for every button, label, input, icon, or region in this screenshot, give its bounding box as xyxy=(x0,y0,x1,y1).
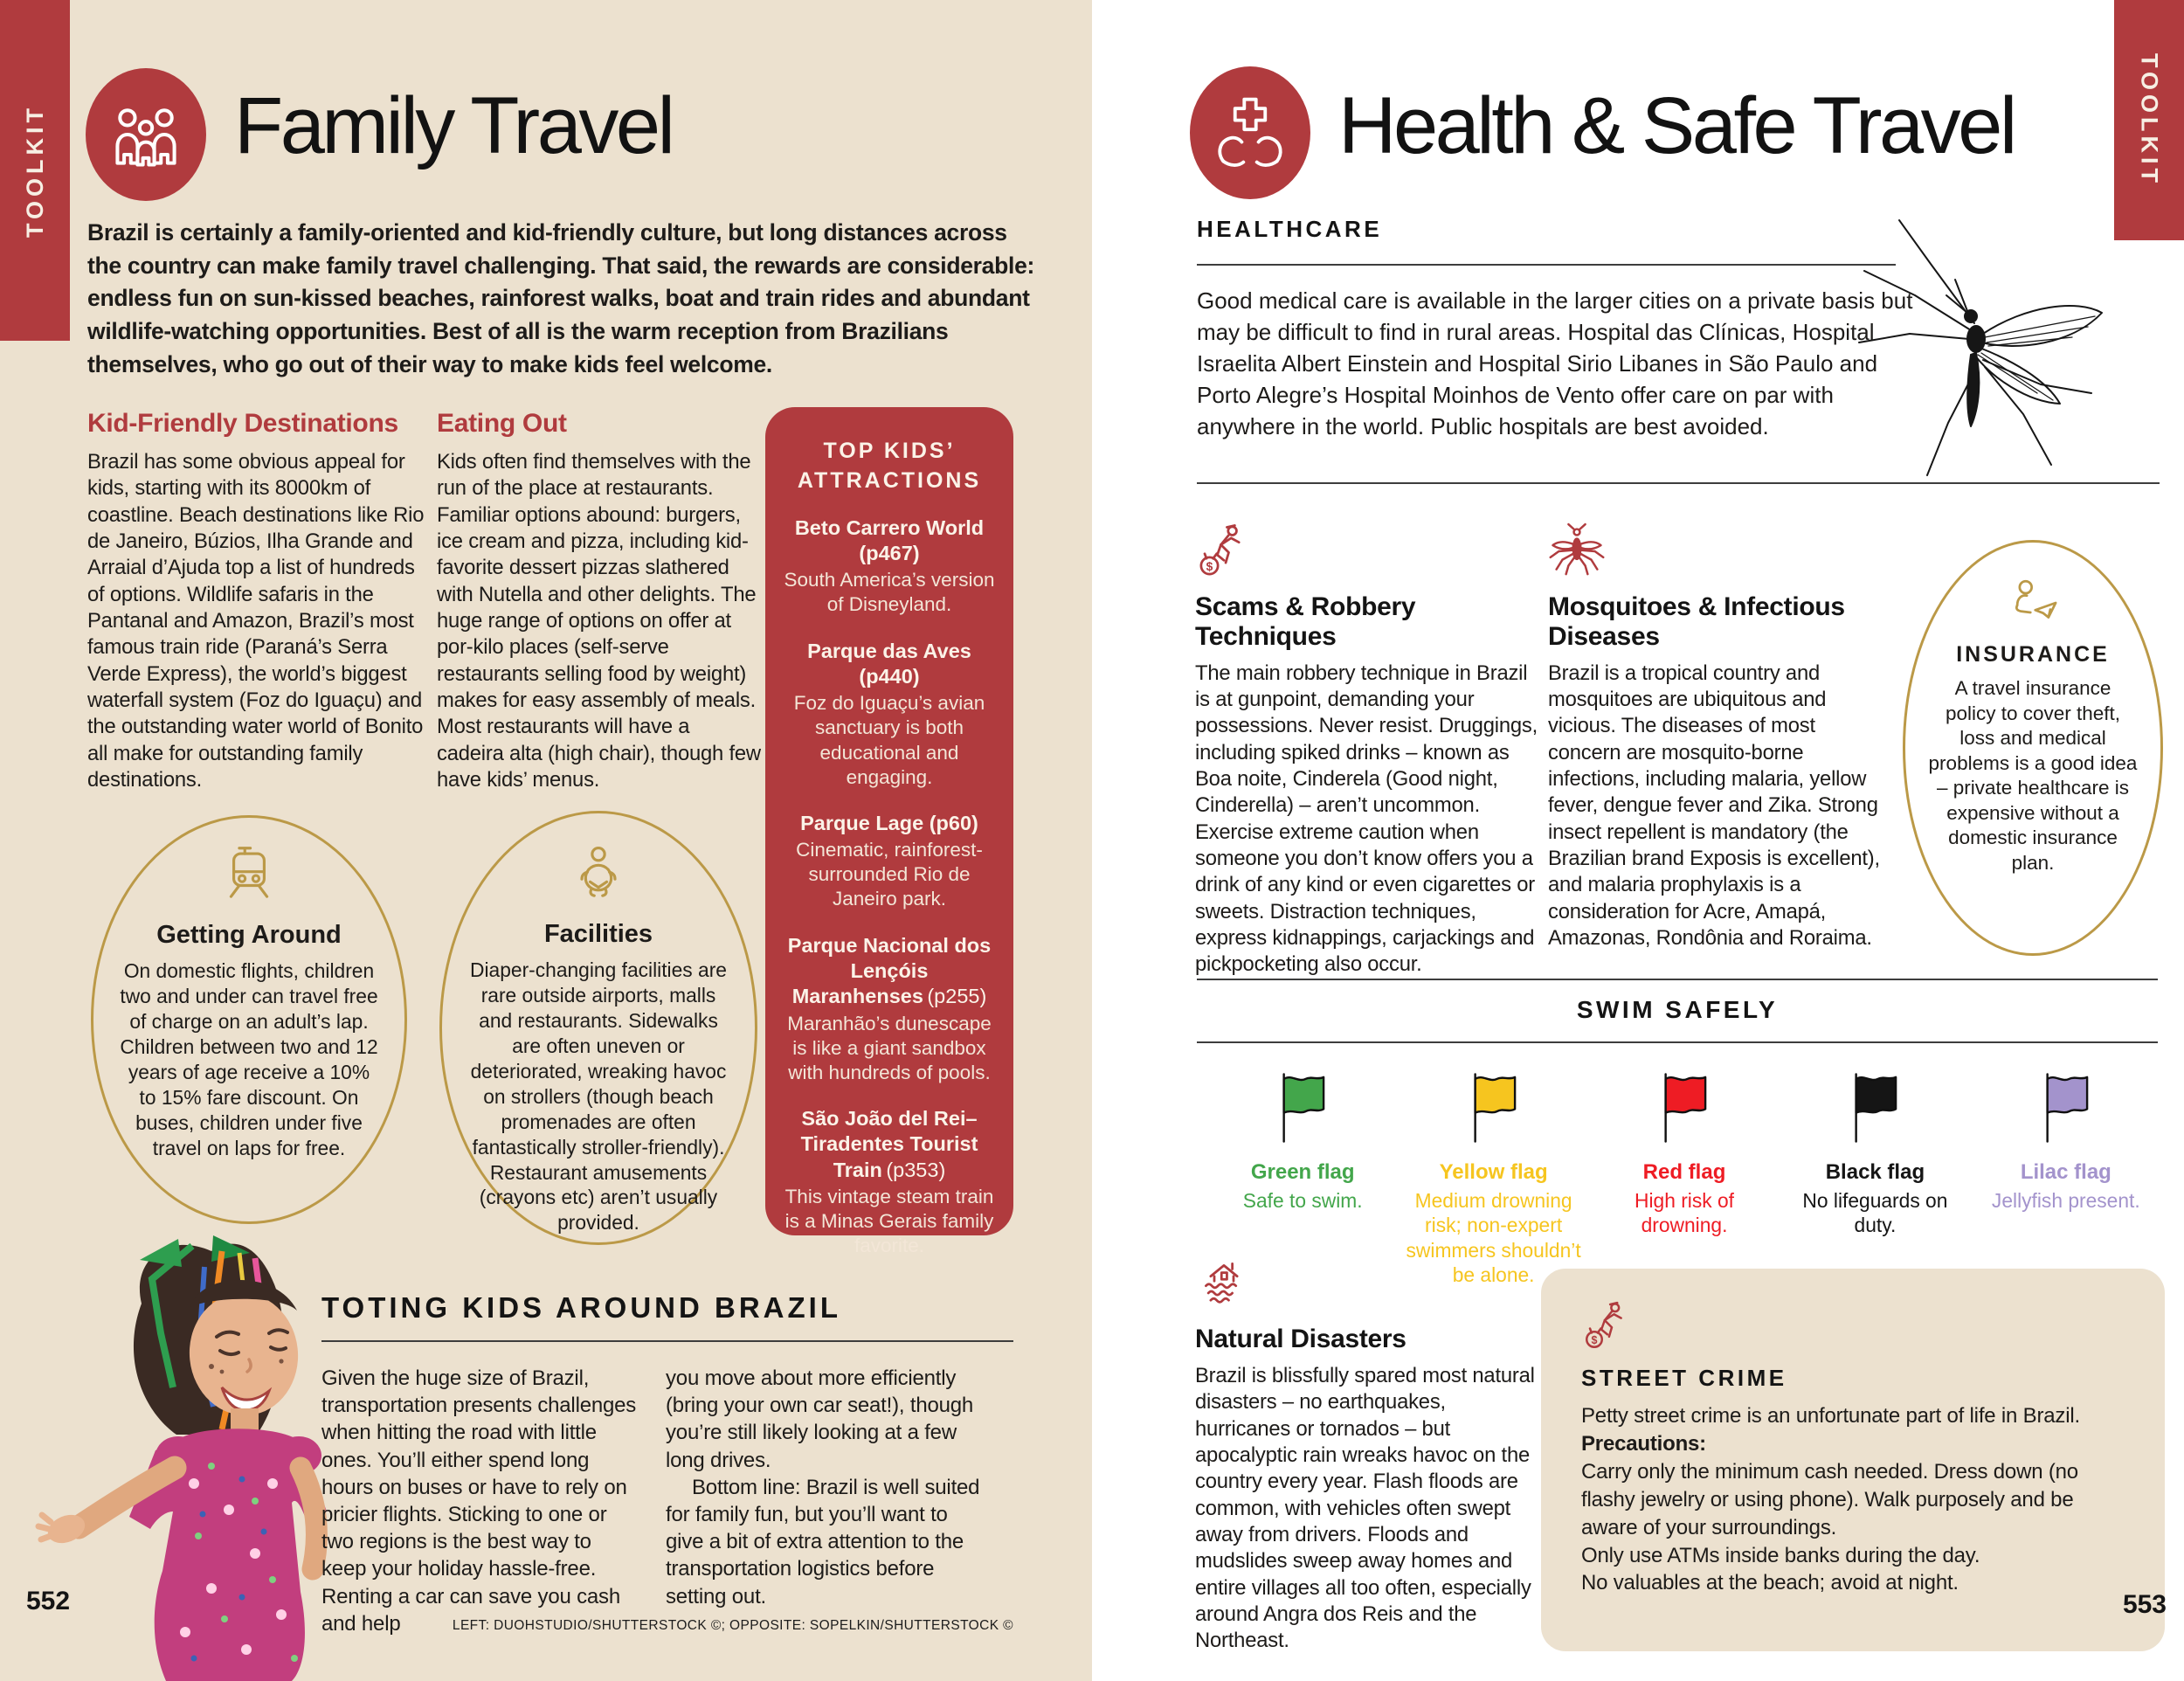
family-travel-intro: Brazil is certainly a family-oriented and kid-friendly culture, but long distances across the country can make family travel challenging. That said, the rewards are considerable: endless fun on sun-kissed beaches, rainforest walks, boat and train rides and abundant wildlife-watching opportunities. Best of all is the warm reception from Brazilians themselves, who go out of their way to make kids feel welcome. xyxy=(87,219,1035,377)
facilities-title: Facilities xyxy=(543,920,653,948)
health-safe-badge xyxy=(1190,66,1310,199)
mosquito-icon xyxy=(1548,522,1606,580)
street-crime-intro: Petty street crime is an unfortunate part of life in Brazil. xyxy=(1581,1404,2080,1428)
robbery-icon xyxy=(1195,522,1253,580)
attractions-box-title: TOP KIDS’ ATTRACTIONS xyxy=(797,439,982,493)
getting-around-body: On domestic flights, children two and under can travel free of charge on an adult’s lap. Children between two and 12 years of age receive a 10% to 15% fare discount. On buses, children under five travel on laps for free. xyxy=(120,959,378,1159)
family-travel-badge xyxy=(86,68,206,201)
svg-text:$: $ xyxy=(1206,560,1213,573)
insurance-title: INSURANCE xyxy=(1956,642,2110,667)
attraction-item: Parque das Aves (p440) Foz do Iguaçu’s avian sanctuary is both educational and engaging. xyxy=(793,639,985,788)
page-title-health-safe-travel: Health & Safe Travel xyxy=(1338,81,2015,170)
flag-icon xyxy=(1848,1064,1902,1152)
kid-friendly-heading: Kid-Friendly Destinations xyxy=(87,409,398,438)
flag-red: Red flag High risk of drowning. xyxy=(1589,1064,1780,1288)
eating-out-heading: Eating Out xyxy=(437,409,567,438)
scams-title: Scams & Robbery Techniques xyxy=(1195,592,1416,651)
flag-icon xyxy=(1275,1064,1330,1152)
toting-col1: Given the huge size of Brazil, transportation presents challenges when hitting the road with little ones. You’ll either spend long hours on buses or have to rely on pricier flights. Sticking to one or two regions is the best way to keep your holiday hassle-free. Renting a car can save you cash and help xyxy=(321,1366,637,1636)
flag-black: Black flag No lifeguards on duty. xyxy=(1780,1064,1970,1288)
flag-icon xyxy=(1657,1064,1711,1152)
natural-disasters-title: Natural Disasters xyxy=(1195,1325,1406,1353)
flag-green: Green flag Safe to swim. xyxy=(1207,1064,1398,1288)
healthcare-body: Good medical care is available in the larger cities on a private basis but may be difficult to find in rural areas. Hospital das Clínicas, Hospital Israelita Albert Einstein and Hospital Sirio Libanes in São Paulo and Porto Alegre’s Hospital Moinhos de Vento offer care on par with anywhere in the world. Public hospitals are best avoided. xyxy=(1197,287,1913,439)
natural-disasters-column xyxy=(1195,1255,1545,1655)
medical-care-icon xyxy=(1210,93,1290,173)
insurance-body: A travel insurance policy to cover theft, loss and medical problems is a good idea – private healthcare is expensive without a domestic insurance plan. xyxy=(1928,677,2138,874)
street-crime-precautions-label: Precautions: xyxy=(1581,1431,1706,1456)
attraction-item: São João del Rei–Tiradentes Tourist Train (p353) This vintage steam train is a Minas Gerais family favorite. xyxy=(784,1107,994,1257)
swim-safely-title: SWIM SAFELY xyxy=(1576,996,1779,1023)
mosquitoes-column xyxy=(1548,522,1890,951)
tram-icon xyxy=(216,844,282,910)
flag-yellow: Yellow flag Medium drowning risk; non-expert swimmers shouldn’t be alone. xyxy=(1398,1064,1588,1288)
street-crime-line: Only use ATMs inside banks during the day. xyxy=(1581,1543,1980,1567)
getting-around-title: Getting Around xyxy=(156,921,342,949)
natural-disasters-body: Brazil is blissfully spared most natural disasters – no earthquakes, hurricanes or tornados – but apocalyptic rain wreaks havoc on the country every year. Flash floods are common, with vehicles often swept away from drivers. Floods and mudslides sweep away homes and entire villages all too often, especially around Angra dos Reis and the Northeast. xyxy=(1195,1363,1535,1653)
toolkit-tab-label: TOOLKIT xyxy=(2136,53,2163,187)
kid-friendly-column xyxy=(87,409,430,793)
insurance-oval xyxy=(1903,540,2163,956)
svg-text:$: $ xyxy=(1591,1334,1598,1346)
toting-title: TOTING KIDS AROUND BRAZIL xyxy=(321,1291,841,1324)
street-crime-box xyxy=(1541,1269,2165,1651)
section-divider-top xyxy=(1197,482,2160,484)
photo-credits: LEFT: DUOHSTUDIO/SHUTTERSTOCK ©; OPPOSITE: SOPELKIN/SHUTTERSTOCK © xyxy=(452,1618,1013,1633)
mosquitoes-body: Brazil is a tropical country and mosquitoes are ubiquitous and vicious. The diseases of most concern are mosquito-borne infections, including malaria, yellow fever, dengue fever and Zika. Strong insect repellent is mandatory (the Brazilian brand Exposis is excellent), and malaria prophylaxis is a consideration for Acre, Amapá, Amazonas, Rondônia and Roraima. xyxy=(1548,661,1880,951)
flag-icon xyxy=(2039,1064,2093,1152)
top-kids-attractions-box xyxy=(765,407,1013,1257)
street-crime-icon xyxy=(1581,1300,1634,1352)
eating-out-body: Kids often find themselves with the run of the place at restaurants. Familiar options abound: burgers, ice cream and pizza, including kid-favorite dessert pizzas slathered with Nutella and other delights. The huge range of options on offer at por-kilo places (self-serve restaurants selling food by weight) makes for easy assembly of meals. Most restaurants will have a cadeira alta (high chair), though few have kids’ menus. xyxy=(437,450,761,792)
scams-column xyxy=(1195,522,1543,979)
swim-divider-top xyxy=(1197,979,2158,980)
family-icon xyxy=(106,94,186,175)
healthcare-label: HEALTHCARE xyxy=(1197,216,1383,242)
swim-divider-bottom xyxy=(1197,1041,2158,1043)
attraction-item: Parque Lage (p60) Cinematic, rainforest-surrounded Rio de Janeiro park. xyxy=(796,811,983,910)
scams-body: The main robbery technique in Brazil is at gunpoint, demanding your possessions. Never resist. Druggings, including spiked drinks – known as Boa noite, Cinderela (Good night, Cinderella) – aren’t uncommon. Exercise extreme caution when someone you don’t know offers you a drink of any kind or even cigarettes or sweets. Distraction techniques, express kidnappings, carjackings and pickpocketing also occur. xyxy=(1195,661,1538,977)
kid-friendly-body: Brazil has some obvious appeal for kids, starting with its 8000km of coastline. Beach destinations like Rio de Janeiro, Búzios, Ilha Grande and Arraial d’Ajuda top a list of hundreds of options. Wildlife safaris in the Pantanal and Amazon, Brazil’s most famous train ride (Paraná’s Serra Verde Express), the world’s biggest waterfall system (Foz do Iguaçu) and the outstanding water world of Bonito all make for outstanding family destinations. xyxy=(87,450,425,792)
toting-col2: you move about more efficiently (bring your own car seat!), though you’re still likely looking at a few long drives. Bottom line: Brazil is well suited for family fun, but you’ll want to give a bit of extra attention to the transportation logistics before setting out. xyxy=(666,1366,980,1608)
toting-divider xyxy=(321,1340,1013,1342)
page-number-left: 552 xyxy=(26,1587,71,1615)
street-crime-title: STREET CRIME xyxy=(1581,1365,1787,1391)
toolkit-tab-left xyxy=(0,0,70,341)
healthcare-divider xyxy=(1197,264,1896,266)
page-number-right: 553 xyxy=(2122,1590,2167,1619)
flag-icon xyxy=(1467,1064,1521,1152)
facilities-oval xyxy=(439,811,757,1245)
attraction-item: Beto Carrero World (p467) South America’s version of Disneyland. xyxy=(784,515,995,616)
insurance-icon xyxy=(2004,574,2062,632)
eating-out-column xyxy=(437,409,762,793)
toolkit-tab-label: TOOLKIT xyxy=(21,103,48,238)
mosquitoes-title: Mosquitoes & Infectious Diseases xyxy=(1548,592,1845,651)
page-title-family-travel: Family Travel xyxy=(234,81,673,170)
flood-icon xyxy=(1195,1255,1253,1312)
getting-around-oval xyxy=(91,815,407,1224)
street-crime-line: Carry only the minimum cash needed. Dress down (no flashy jewelry or using phone). Walk purposely and be aware of your surroundings. xyxy=(1581,1459,2078,1539)
facilities-body: Diaper-changing facilities are rare outside airports, malls and restaurants. Sidewalks are often uneven or deteriorated, wreaking havoc on strollers (though beach promenades are often fantastically stroller-friendly). Restaurant amusements (crayons etc) aren’t usually provided. xyxy=(470,958,727,1235)
street-crime-line: No valuables at the beach; avoid at night. xyxy=(1581,1571,1959,1595)
attraction-item: Parque Nacional dos Lençóis Maranhenses (p255) Maranhão’s dunescape is like a giant sandbox with hundreds of pools. xyxy=(787,933,992,1083)
flag-lilac: Lilac flag Jellyfish present. xyxy=(1971,1064,2161,1288)
baby-icon xyxy=(565,843,632,910)
right-page xyxy=(1092,0,2184,1681)
toolkit-tab-right xyxy=(2114,0,2184,240)
